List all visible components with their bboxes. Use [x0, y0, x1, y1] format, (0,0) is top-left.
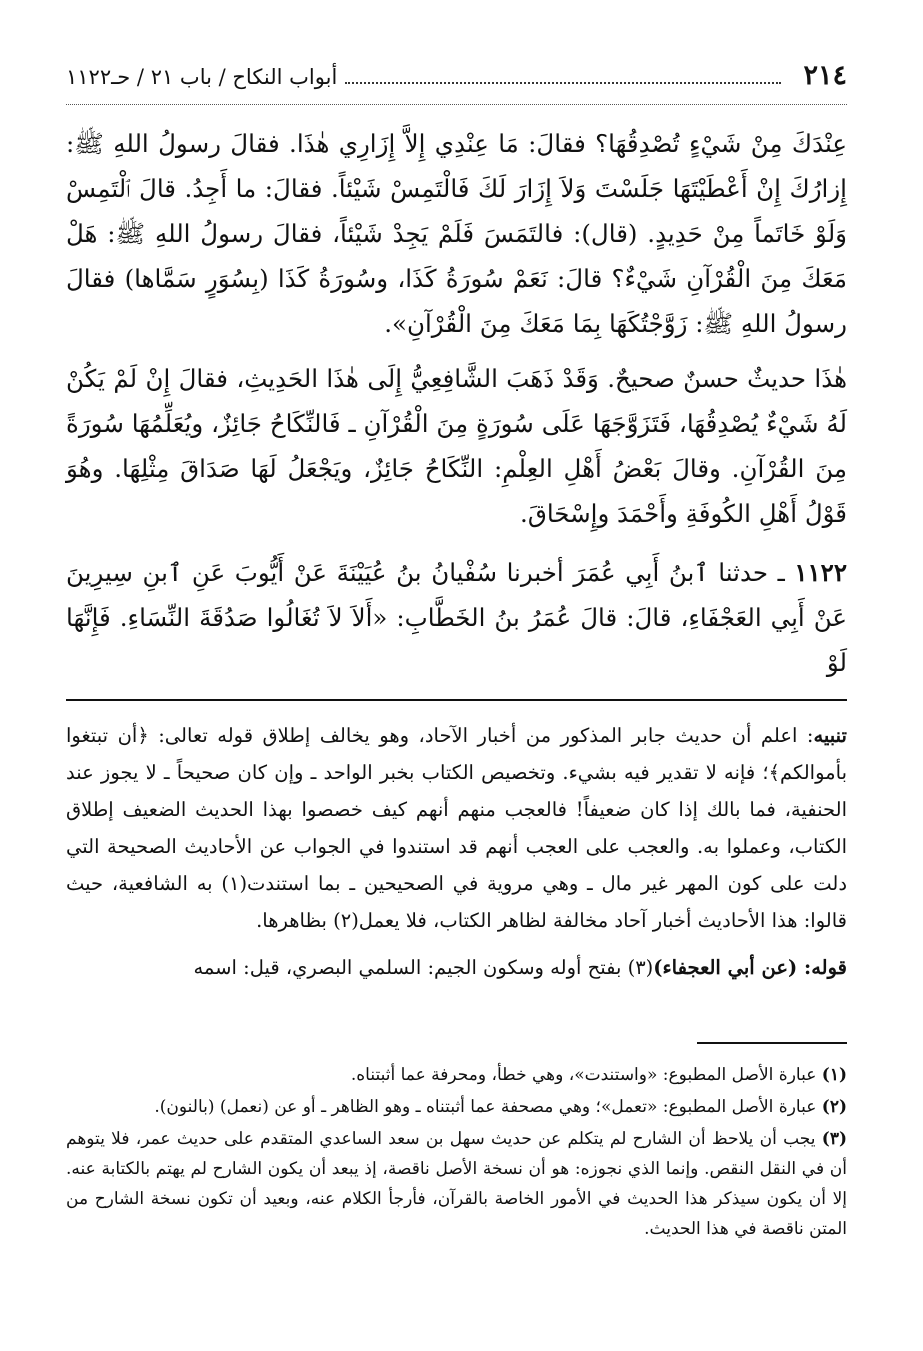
footnote-text: عبارة الأصل المطبوع: «تعمل»؛ وهي مصحفة عما أثبتناه ـ وهو الظاهر ـ أو عن (نعمل) (بالنون).	[154, 1097, 822, 1117]
hadith-paragraph	[66, 550, 847, 685]
hadith-number: ١١٢٢	[794, 558, 847, 587]
note-paragraph	[66, 717, 847, 939]
commentary	[66, 717, 847, 986]
qawl-text: (٣) بفتح أوله وسكون الجيم: السلمي البصري، قيل: اسمه	[193, 956, 654, 979]
main-text	[66, 121, 847, 685]
hadith-text: ـ حدثنا ٱبنُ أَبِي عُمَرَ أخبرنا سُفْيانُ بنُ عُيَيْنَةَ عَنْ أَيُّوبَ عَنِ ٱبنِ سِيرِينَ عَنْ أَبِي العَجْفَاءِ، قالَ: قالَ عُمَرُ بنُ الخَطَّابِ: «أَلاَ لاَ تُغَالُوا صَدُقَةَ النِّسَاءِ. فَإِنَّهَا لَوْ	[66, 558, 847, 677]
hadith-continuation-paragraph: عِنْدَكَ مِنْ شَيْءٍ تُصْدِقُهَا؟ فقالَ: مَا عِنْدِي إِلاَّ إِزَارِي هٰذَا. فقالَ رسولُ اللهِ ﷺ: إِزارُكَ إِنْ أَعْطَيْتَهَا جَلَسْتَ وَلاَ إِزَارَ لَكَ فَالْتَمِسْ شَيْئاً. فقالَ: ما أَجِدُ. قالَ ٱلْتَمِسْ وَلَوْ خَاتَماً مِنْ حَدِيدٍ. (قال): فالتَمَسَ فَلَمْ يَجِدْ شَيْئاً، فقالَ رسولُ اللهِ ﷺ: هَلْ مَعَكَ مِنَ الْقُرْآنِ شَيْءٌ؟ قالَ: نَعَمْ سُورَةُ كَذَا، وسُورَةُ كَذَا (بِسُوَرٍ سَمَّاها) فقالَ رسولُ اللهِ ﷺ: زَوَّجْتُكَهَا بِمَا مَعَكَ مِنَ الْقُرْآنِ».	[66, 129, 847, 338]
chapter-header-title: أبواب النكاح / باب ٢١ / حـ١١٢٢	[66, 65, 338, 89]
footnotes	[66, 1060, 847, 1244]
footnote-2	[66, 1092, 847, 1122]
qawl-paragraph	[66, 949, 847, 986]
author-comment-paragraph: هٰذَا حديثٌ حسنٌ صحيحٌ. وَقَدْ ذَهَبَ الشَّافِعِيُّ إِلَى هٰذَا الحَدِيثِ، فقالَ إِنْ لَمْ يَكُنْ لَهُ شَيْءٌ يُصْدِقُهَا، فَتَزَوَّجَهَا عَلَى سُورَةٍ مِنَ الْقُرْآنِ ـ فَالنِّكَاحُ جَائِزٌ، ويُعَلِّمُهَا سُورَةً مِنَ القُرْآنِ. وقالَ بَعْضُ أَهْلِ العِلْمِ: النِّكَاحُ جَائِزٌ، ويَجْعَلُ لَهَا صَدَاقَ مِثْلِهَا. وهُوَ قَوْلُ أَهْلِ الكُوفَةِ وأَحْمَدَ وإِسْحَاقَ.	[66, 364, 847, 528]
text-commentary-separator	[66, 699, 847, 701]
footnote-text: يجب أن يلاحظ أن الشارح لم يتكلم عن حديث سهل بن سعد الساعدي المتقدم على حديث عمر، فلا يتوهم أن في النقل النقص. وإنما الذي نجوزه: هو أن نسخة الأصل ناقصة، إذ يبعد أن يكون الشارح لم يهتم بالكتابة عنه. إلا أن يكون سيذكر هذا الحديث في الأمور الخاصة بالقرآن، فأرجأ الكلام عنه، وبعيد أن تكون نسخة الشارح من المتن ناقصة في هذا الحديث.	[66, 1129, 847, 1239]
running-header	[66, 60, 847, 105]
footnote-1	[66, 1060, 847, 1090]
note-label: تنبيه	[813, 724, 847, 747]
footnote-number: (١)	[821, 1065, 847, 1085]
qawl-label: قوله: (عن أبي العجفاء)	[653, 956, 847, 979]
footnote-number: (٣)	[821, 1129, 847, 1149]
footnote-text: عبارة الأصل المطبوع: «واستندت»، وهي خطأ، ومحرفة عما أثبتناه.	[350, 1065, 822, 1085]
footnote-rule	[697, 1042, 847, 1044]
note-text: : اعلم أن حديث جابر المذكور من أخبار الآحاد، وهو يخالف إطلاق قوله تعالى: ﴿أن تبتغوا بأموالكم﴾؛ فإنه لا تقدير فيه بشيء. وتخصيص الكتاب بخبر الواحد ـ وإن كان صحيحاً ـ لا يجوز عند الحنفية، فما بالك إذا كان ضعيفاً! فالعجب منهم أنهم كيف خصصوا بهذا الحديث الضعيف إطلاق الكتاب، وعملوا به. والعجب على العجب أنهم قد استندوا في الجواب عن الأحاديث الصحيحة التي دلت على كون المهر غير مال ـ وهي مروية في الصحيحين ـ بما استندت(١) به الشافعية، حيث قالوا: هذا الأحاديث أخبار آحاد مخالفة لظاهر الكتاب، فلا يعمل(٢) بظاهرها.	[66, 724, 847, 932]
footnote-number: (٢)	[821, 1097, 847, 1117]
footnote-3	[66, 1124, 847, 1244]
page-number: ٢١٤	[803, 60, 847, 91]
header-dot-leader	[345, 82, 781, 84]
